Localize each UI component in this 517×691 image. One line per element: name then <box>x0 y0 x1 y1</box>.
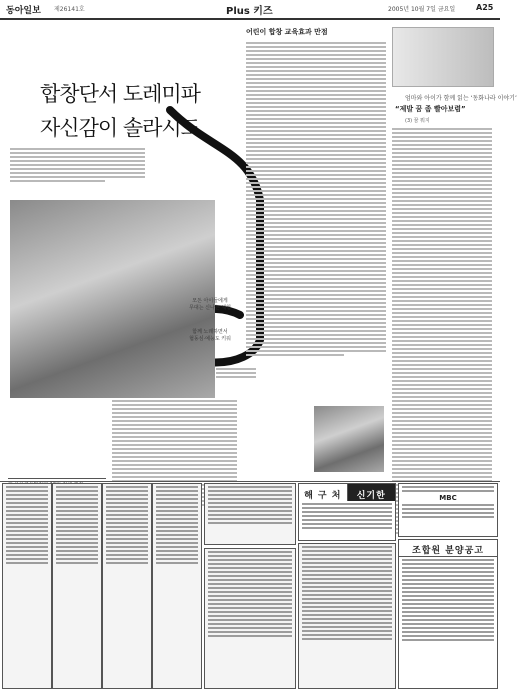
ad-right-top <box>398 483 498 537</box>
classified-ad-2 <box>52 483 102 689</box>
classified-ad-3 <box>102 483 152 689</box>
classified-ad-4 <box>152 483 202 689</box>
ad-mid-brand <box>298 483 396 541</box>
section-title: Plus 키즈 <box>226 6 273 17</box>
pull-quote-1: 모든 아이들에게 무대는 신나는 체험 <box>189 298 231 311</box>
ad-right-title: 조합원 분양공고 <box>399 540 497 557</box>
article-column-1 <box>246 42 386 358</box>
ad-center-top <box>204 483 296 545</box>
headline-line-1: 합창단서 도레미파 <box>40 82 200 106</box>
ad-brand-1: 해 구 처 <box>299 484 348 501</box>
rubric-title: “제발 꿈 좀 빨아보렴” <box>395 105 466 113</box>
issue-number: 제26141호 <box>54 6 85 13</box>
headline-line-2: 자신감이 솔라시도 <box>40 116 200 140</box>
article-kicker: 어린이 합창 교육효과 만점 <box>246 28 328 36</box>
ad-mid-bottom <box>298 543 396 689</box>
classified-ad-1 <box>2 483 52 689</box>
page-number: A25 <box>476 3 494 12</box>
rubric-body <box>392 128 492 536</box>
lead-paragraph <box>10 148 145 184</box>
ad-brand-2: 신기한 <box>348 484 396 501</box>
ad-divider <box>0 481 500 482</box>
issue-date: 2005년 10월 7일 금요일 <box>388 6 456 13</box>
newspaper-name: 동아일보 <box>6 6 41 16</box>
ad-center-bottom <box>204 548 296 689</box>
photo-caption <box>216 368 256 380</box>
rubric-subtitle: (3) 꿈 뭐지 <box>405 118 430 124</box>
rubric-small-label: 엄마와 아이가 함께 읽는 ‘동화나라 이야기’ <box>405 95 517 102</box>
rubric-illustration <box>392 27 494 87</box>
ad-right-bottom <box>398 539 498 689</box>
ad-right-top-label: MBC <box>439 494 457 502</box>
pull-quote-2: 함께 노래하면서 협동심·예능도 키워 <box>189 329 231 342</box>
kids-photo <box>314 406 384 472</box>
